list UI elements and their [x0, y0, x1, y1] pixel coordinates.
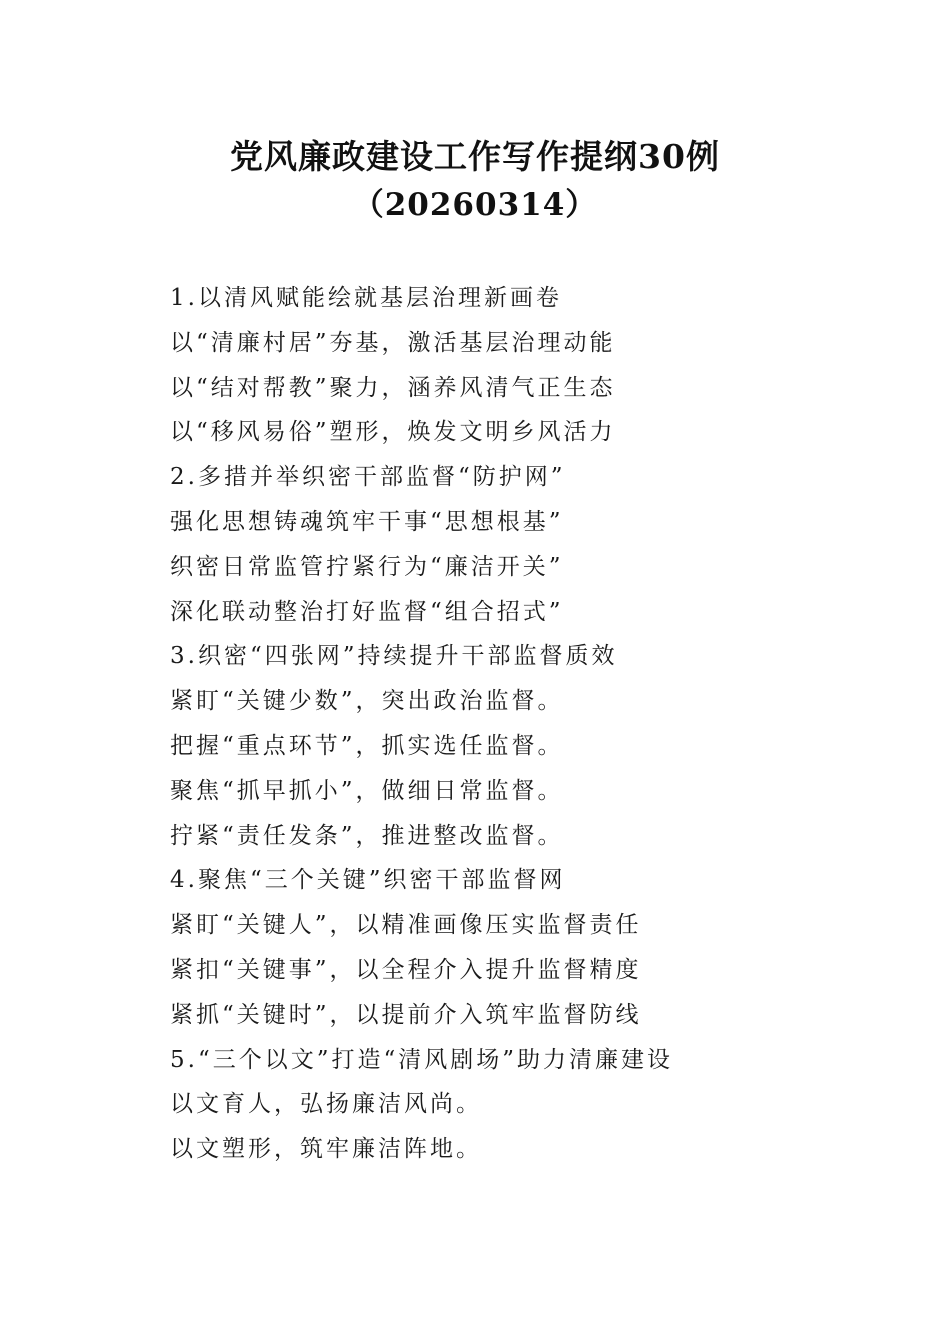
- outline-item: 紧盯“关键人”，以精准画像压实监督责任: [170, 912, 642, 939]
- outline-item: 拧紧“责任发条”，推进整改监督。: [170, 822, 564, 849]
- outline-item: 紧扣“关键事”，以全程介入提升监督精度: [170, 956, 642, 983]
- document-date: （20260314）: [352, 187, 598, 223]
- section-heading-4: 4.聚焦“三个关键”织密干部监督网: [170, 867, 566, 894]
- outline-item: 强化思想铸魂筑牢干事“思想根基”: [170, 508, 564, 535]
- outline-item: 紧抓“关键时”，以提前介入筑牢监督防线: [170, 1001, 642, 1028]
- section-heading-2: 2.多措并举织密干部监督“防护网”: [170, 464, 566, 491]
- section-heading-3: 3.织密“四张网”持续提升干部监督质效: [170, 643, 618, 670]
- outline-item: 织密日常监管拧紧行为“廉洁开关”: [170, 553, 564, 580]
- outline-body: [170, 276, 870, 1172]
- outline-item: 聚焦“抓早抓小”，做细日常监督。: [170, 777, 564, 804]
- outline-item: 以文育人，弘扬廉洁风尚。: [170, 1091, 482, 1118]
- section-heading-5: 5.“三个以文”打造“清风剧场”助力清廉建设: [170, 1046, 673, 1073]
- section-heading-1: 1.以清风赋能绘就基层治理新画卷: [170, 285, 562, 311]
- document-title: 党风廉政建设工作写作提纲30例: [230, 137, 720, 176]
- outline-item: 把握“重点环节”，抓实选任监督。: [170, 732, 564, 759]
- outline-item: 深化联动整治打好监督“组合招式”: [170, 598, 564, 625]
- title-block: [0, 132, 950, 228]
- outline-item: 以“清廉村居”夯基，激活基层治理动能: [170, 329, 616, 356]
- outline-item: 以文塑形，筑牢廉洁阵地。: [170, 1136, 482, 1163]
- outline-item: 紧盯“关键少数”，突出政治监督。: [170, 688, 564, 715]
- outline-item: 以“移风易俗”塑形，焕发文明乡风活力: [170, 419, 616, 446]
- outline-item: 以“结对帮教”聚力，涵养风清气正生态: [170, 374, 616, 401]
